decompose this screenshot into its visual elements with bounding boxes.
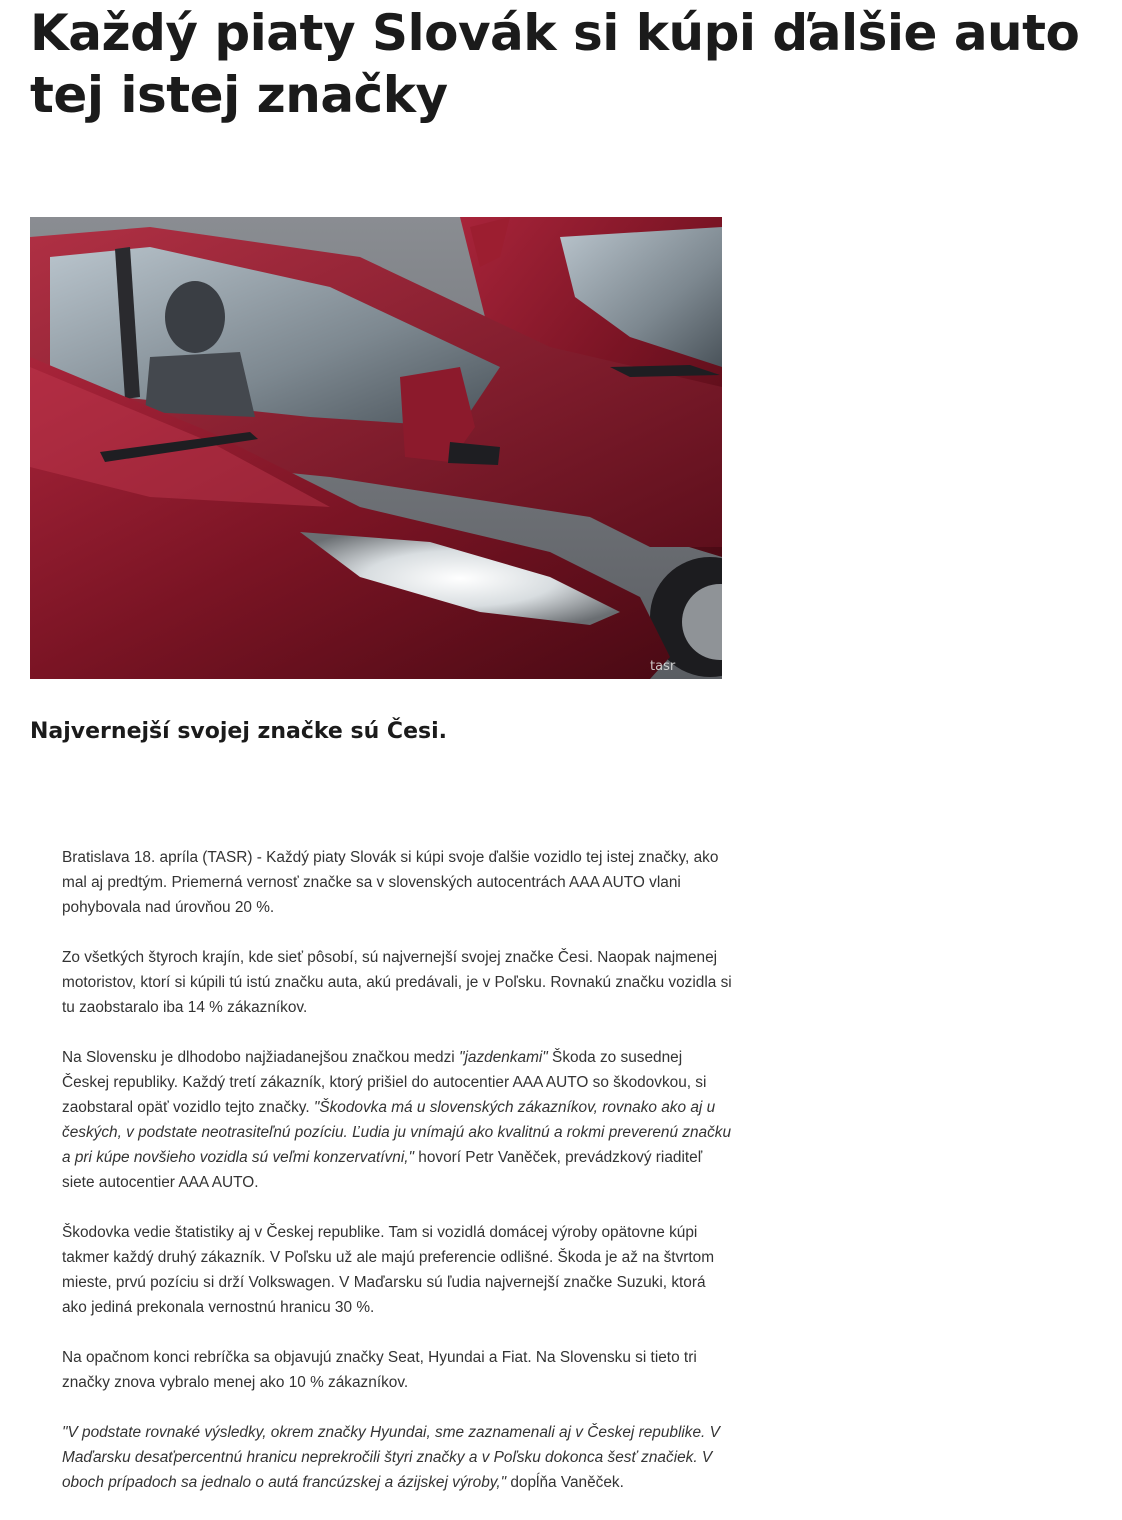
paragraph-text: Škoda zo susednej Českej republiky. Každý tretí zákazník, ktorý prišiel do autocentier AAA AUTO so škodovkou, si zaobstaral opäť vozidlo tejto značky. [62, 1049, 707, 1116]
article-paragraph [62, 845, 732, 920]
paragraph-text: hovorí Petr Vaněček, prevádzkový riaditeľ siete autocentier AAA AUTO. [62, 1149, 703, 1191]
quote-text: "jazdenkami" [459, 1049, 548, 1066]
quote-text: "V podstate rovnaké výsledky, okrem značky Hyundai, sme zaznamenali aj v Českej republike. V Maďarsku desaťpercentnú hranicu neprekročili štyri značky a v Poľsku dokonca šesť značiek. V oboch prípadoch sa jednalo o autá francúzskej a ázijskej výroby," [62, 1424, 720, 1491]
paragraph-text: Na opačnom konci rebríčka sa objavujú značky Seat, Hyundai a Fiat. Na Slovensku si tieto tri značky znova vybralo menej ako 10 % zákazníkov. [62, 1349, 697, 1391]
article-paragraph [62, 1045, 732, 1195]
article-headline: Každý piaty Slovák si kúpi ďalšie auto tej istej značky [30, 4, 1080, 124]
paragraph-text: Škodovka vedie štatistiky aj v Českej republike. Tam si vozidlá domácej výroby opätovne kúpi takmer každý druhý zákazník. V Poľsku už ale majú preferencie odlišné. Škoda je až na štvrtom mieste, prvú pozíciu si drží Volkswagen. V Maďarsku sú ľudia najvernejší značke Suzuki, ktorá ako jediná prekonala vernostnú hranicu 30 %. [62, 1224, 715, 1316]
paragraph-text: Na Slovensku je dlhodobo najžiadanejšou značkou medzi [62, 1049, 459, 1066]
article-photo [30, 217, 722, 679]
paragraph-text: Zo všetkých štyroch krajín, kde sieť pôsobí, sú najvernejší svojej značke Česi. Naopak najmenej motoristov, ktorí si kúpili tú istú značku auta, akú predávali, je v Poľsku. Rovnakú značku vozidla si tu zaobstaralo iba 14 % zákazníkov. [62, 949, 732, 1016]
article-paragraph [62, 945, 732, 1020]
paragraph-text: Bratislava 18. apríla (TASR) - Každý piaty Slovák si kúpi svoje ďalšie vozidlo tej istej značky, ako mal aj predtým. Priemerná vernosť značke sa v slovenských autocentrách AAA AUTO vlani pohybovala nad úrovňou 20 %. [62, 849, 719, 916]
article-paragraph [62, 1345, 732, 1395]
article-paragraph [62, 1420, 732, 1495]
image-watermark: tasr [650, 659, 676, 674]
article-body [62, 845, 732, 1520]
paragraph-text: dopĺňa Vaněček. [506, 1474, 624, 1491]
article-subtitle: Najvernejší svojej značke sú Česi. [30, 719, 447, 744]
article-paragraph [62, 1220, 732, 1320]
quote-text: "Škodovka má u slovenských zákazníkov, rovnako ako aj u českých, v podstate neotrasiteľnú pozíciu. Ľudia ju vnímajú ako kvalitnú a rokmi preverenú značku a pri kúpe novšieho vozidla sú veľmi konzervatívni," [62, 1099, 732, 1166]
